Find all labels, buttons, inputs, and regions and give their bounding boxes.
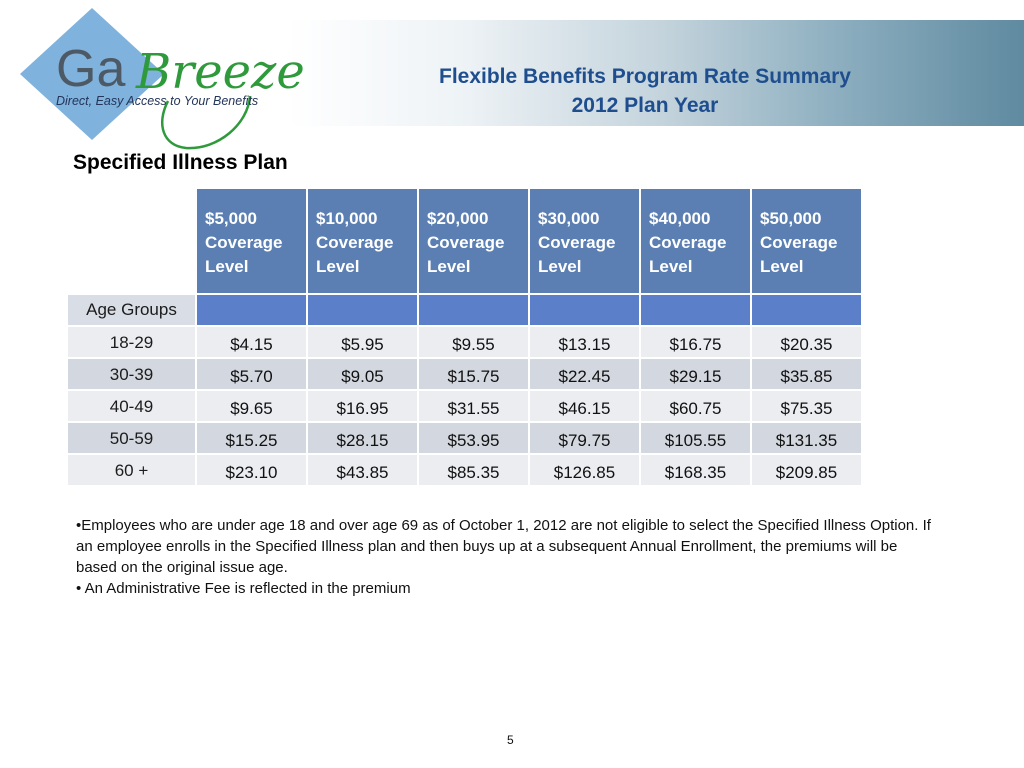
rate-cell: $9.55 (418, 326, 529, 358)
blank-header-cell (529, 294, 640, 326)
coverage-word: Coverage (649, 233, 727, 252)
logo-text-breeze: Breeze (136, 44, 305, 100)
coverage-word: Coverage (760, 233, 838, 252)
coverage-amount: $5,000 (205, 209, 257, 228)
table-row (67, 326, 862, 358)
rate-cell: $22.45 (529, 358, 640, 390)
rate-cell: $105.55 (640, 422, 751, 454)
rate-cell: $28.15 (307, 422, 418, 454)
rate-cell: $15.75 (418, 358, 529, 390)
age-group-cell: 18-29 (67, 326, 196, 358)
title-line-1: Flexible Benefits Program Rate Summary (439, 65, 851, 88)
rate-cell: $23.10 (196, 454, 307, 486)
blank-header-cell (751, 294, 862, 326)
level-word: Level (205, 257, 249, 276)
rate-cell: $5.95 (307, 326, 418, 358)
blank-header-cell (196, 294, 307, 326)
age-group-cell: 40-49 (67, 390, 196, 422)
rate-cell: $43.85 (307, 454, 418, 486)
age-groups-header-row (67, 294, 862, 326)
coverage-amount: $20,000 (427, 209, 489, 228)
rate-cell: $85.35 (418, 454, 529, 486)
rate-cell: $4.15 (196, 326, 307, 358)
rate-cell: $15.25 (196, 422, 307, 454)
rate-cell: $75.35 (751, 390, 862, 422)
admin-fee-note: • An Administrative Fee is reflected in the premium (76, 580, 411, 597)
blank-header-cell (307, 294, 418, 326)
coverage-amount: $50,000 (760, 209, 822, 228)
coverage-word: Coverage (205, 233, 283, 252)
blank-header-cell (418, 294, 529, 326)
page-title (340, 62, 950, 120)
coverage-header-40000 (640, 188, 751, 294)
rate-cell: $209.85 (751, 454, 862, 486)
rate-cell: $16.75 (640, 326, 751, 358)
coverage-amount: $30,000 (538, 209, 600, 228)
rate-cell: $20.35 (751, 326, 862, 358)
rate-cell: $5.70 (196, 358, 307, 390)
level-word: Level (538, 257, 582, 276)
level-word: Level (427, 257, 471, 276)
rate-cell: $126.85 (529, 454, 640, 486)
age-group-cell: 30-39 (67, 358, 196, 390)
rate-cell: $131.35 (751, 422, 862, 454)
rate-cell: $53.95 (418, 422, 529, 454)
table-row (67, 390, 862, 422)
level-word: Level (316, 257, 360, 276)
logo-text-ga: Ga (56, 40, 126, 98)
coverage-header-30000 (529, 188, 640, 294)
level-word: Level (649, 257, 693, 276)
rate-cell: $168.35 (640, 454, 751, 486)
coverage-header-row (67, 188, 862, 294)
rate-cell: $31.55 (418, 390, 529, 422)
age-group-cell: 50-59 (67, 422, 196, 454)
rate-table (66, 187, 863, 487)
gabreeze-logo (18, 6, 318, 154)
rate-cell: $29.15 (640, 358, 751, 390)
coverage-header-5000 (196, 188, 307, 294)
coverage-header-10000 (307, 188, 418, 294)
coverage-amount: $40,000 (649, 209, 711, 228)
table-row (67, 422, 862, 454)
rate-cell: $79.75 (529, 422, 640, 454)
table-row (67, 454, 862, 486)
coverage-amount: $10,000 (316, 209, 378, 228)
section-title: Specified Illness Plan (73, 151, 288, 174)
logo-tagline: Direct, Easy Access to Your Benefits (56, 94, 259, 108)
rate-cell: $46.15 (529, 390, 640, 422)
rate-cell: $16.95 (307, 390, 418, 422)
eligibility-note: •Employees who are under age 18 and over age 69 as of October 1, 2012 are not eligible to select the Specified Illness Option. If an employee enrolls in the Specified Illness plan and then buys up at a subsequent Annual Enrollment, the premiums will be based on the original issue age. (76, 517, 931, 576)
rate-cell: $60.75 (640, 390, 751, 422)
coverage-header-20000 (418, 188, 529, 294)
coverage-word: Coverage (538, 233, 616, 252)
level-word: Level (760, 257, 804, 276)
blank-header-cell (640, 294, 751, 326)
table-row (67, 358, 862, 390)
coverage-word: Coverage (316, 233, 394, 252)
rate-cell: $9.05 (307, 358, 418, 390)
age-groups-header: Age Groups (67, 294, 196, 326)
age-group-cell: 60 + (67, 454, 196, 486)
corner-cell (67, 188, 196, 294)
coverage-word: Coverage (427, 233, 505, 252)
rate-cell: $13.15 (529, 326, 640, 358)
title-line-2: 2012 Plan Year (571, 94, 719, 117)
coverage-header-50000 (751, 188, 862, 294)
rate-cell: $35.85 (751, 358, 862, 390)
footnotes (76, 515, 936, 599)
page-number: 5 (507, 733, 514, 747)
rate-cell: $9.65 (196, 390, 307, 422)
